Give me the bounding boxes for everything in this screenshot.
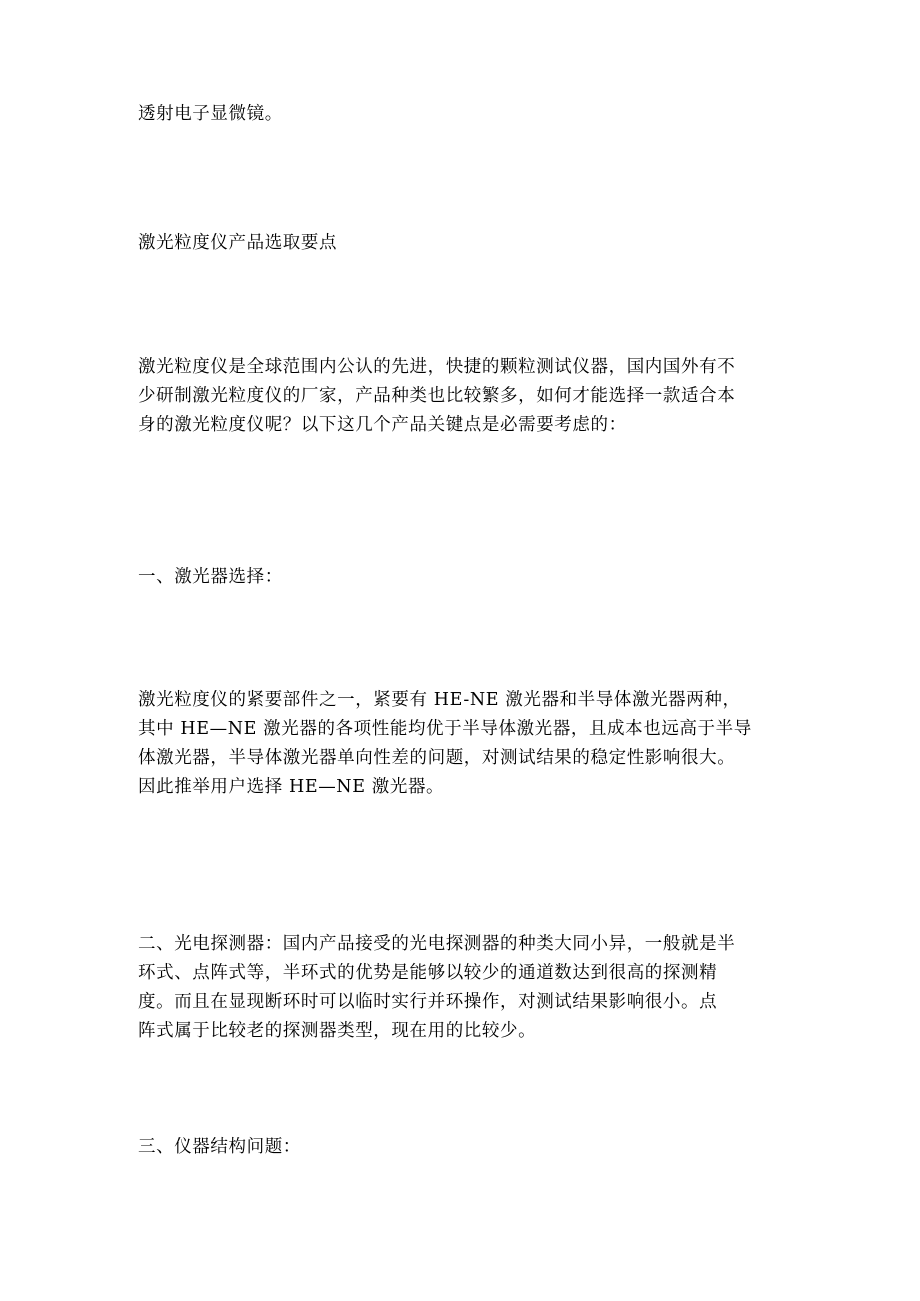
text-line: 身的激光粒度仪呢？以下这几个产品关键点是必需要考虑的： (138, 415, 627, 435)
text-line: 激光粒度仪产品选取要点 (138, 233, 338, 253)
text-line: 体激光器，半导体激光器单向性差的问题，对测试结果的稳定性影响很大。 (138, 748, 736, 768)
heading-laser-selection (138, 563, 798, 592)
text-line: 激光粒度仪是全球范围内公认的先进，快捷的颗粒测试仪器，国内国外有不 (138, 357, 736, 377)
text-line: 其中 HE—NE 激光器的各项性能均优于半导体激光器，且成本也远高于半导 (138, 719, 752, 739)
paragraph-laser (138, 686, 798, 802)
text-line: 阵式属于比较老的探测器类型，现在用的比较少。 (138, 1021, 537, 1041)
text-line: 环式、点阵式等，半环式的优势是能够以较少的通道数达到很高的探测精 (138, 963, 718, 983)
text-line: 激光粒度仪的紧要部件之一，紧要有 HE-NE 激光器和半导体激光器两种， (138, 690, 741, 710)
section-heading-selection-points (138, 229, 798, 258)
text-line: 三、仪器结构问题： (138, 1137, 301, 1157)
text-line: 因此推举用户选择 HE—NE 激光器。 (138, 777, 445, 797)
text-line: 透射电子显微镜。 (138, 104, 283, 124)
heading-instrument-structure (138, 1133, 798, 1162)
text-line: 度。而且在显现断环时可以临时实行并环操作，对测试结果影响很小。点 (138, 992, 718, 1012)
paragraph-intro (138, 353, 798, 440)
paragraph-tem-ending (138, 100, 798, 129)
paragraph-photodetector (138, 930, 798, 1046)
text-line: 一、激光器选择： (138, 567, 283, 587)
text-line: 二、光电探测器：国内产品接受的光电探测器的种类大同小异，一般就是半 (138, 934, 736, 954)
text-line: 少研制激光粒度仪的厂家，产品种类也比较繁多，如何才能选择一款适合本 (138, 386, 736, 406)
